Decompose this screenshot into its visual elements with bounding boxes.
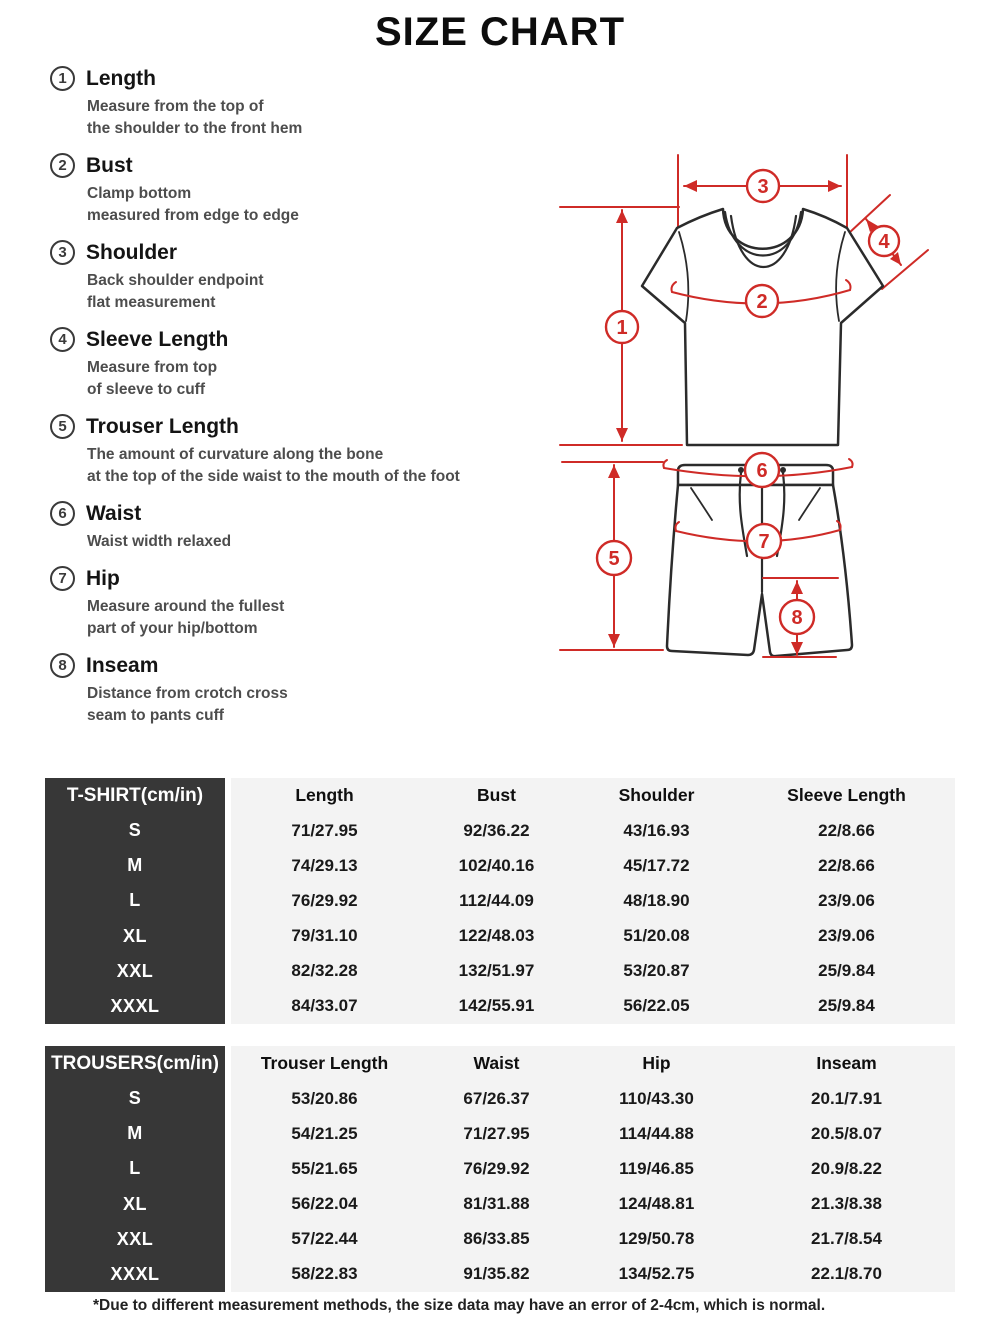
shorts-drawing	[667, 465, 852, 656]
size-label: M	[127, 855, 143, 876]
definition-inseam	[50, 653, 595, 727]
table-cell: 21.7/8.54	[811, 1229, 882, 1249]
measurement-disclaimer: *Due to different measurement methods, the size data may have an error of 2-4cm, which is normal.	[93, 1297, 826, 1314]
size-label: S	[128, 1088, 142, 1109]
table-cell: 134/52.75	[618, 1264, 695, 1284]
number-badge-1: 1	[50, 66, 75, 91]
column-header: Hip	[642, 1053, 671, 1074]
number-badge-6: 6	[50, 501, 75, 526]
table-cell: 22/8.66	[818, 855, 875, 875]
definition-description: Measure from top of sleeve to cuff	[87, 359, 218, 398]
table-cell: 84/33.07	[291, 996, 358, 1016]
size-label: XXXL	[110, 995, 160, 1016]
table-cell: 71/27.95	[291, 820, 358, 840]
column-header: Sleeve Length	[787, 785, 906, 806]
table-cell: 132/51.97	[458, 961, 535, 981]
table-cell: 53/20.86	[291, 1088, 358, 1108]
size-label: L	[129, 890, 141, 911]
garment-measurement-diagram	[540, 140, 1000, 700]
table-cell: 43/16.93	[623, 820, 690, 840]
definition-hip	[50, 566, 595, 640]
trousers-size-table	[45, 1046, 955, 1292]
table-cell: 21.3/8.38	[811, 1194, 882, 1214]
table-cell: 51/20.08	[623, 926, 690, 946]
definition-bust	[50, 153, 595, 227]
tshirt-table-title: T-SHIRT(cm/in)	[66, 784, 204, 806]
table-cell: 55/21.65	[291, 1158, 358, 1178]
definition-description: Measure from the top of the shoulder to the front hem	[87, 98, 303, 137]
number-badge-3: 3	[50, 240, 75, 265]
table-cell: 20.1/7.91	[811, 1088, 882, 1108]
table-cell: 54/21.25	[291, 1123, 358, 1143]
definition-title: Sleeve Length	[86, 327, 229, 351]
column-header: Trouser Length	[260, 1053, 389, 1074]
table-cell: 56/22.05	[623, 996, 690, 1016]
trousers-table-title: TROUSERS(cm/in)	[51, 1052, 219, 1074]
size-label: XL	[122, 1193, 147, 1214]
table-cell: 20.9/8.22	[811, 1158, 882, 1178]
table-cell: 71/27.95	[463, 1123, 530, 1143]
number-badge-7: 7	[50, 566, 75, 591]
table-cell: 76/29.92	[463, 1158, 530, 1178]
table-cell: 124/48.81	[618, 1194, 695, 1214]
definition-title: Shoulder	[86, 240, 178, 264]
table-cell: 45/17.72	[623, 855, 690, 875]
column-header: Bust	[477, 785, 516, 806]
column-header: Inseam	[816, 1053, 877, 1074]
definition-title: Trouser Length	[86, 414, 239, 438]
definition-trouser-length	[50, 414, 595, 488]
definition-title: Hip	[86, 566, 120, 590]
table-cell: 86/33.85	[463, 1229, 530, 1249]
number-badge-4: 4	[50, 327, 75, 352]
column-header: Length	[295, 785, 354, 806]
number-badge-8: 8	[50, 653, 75, 678]
definition-title: Bust	[86, 153, 133, 177]
size-label: XXL	[116, 1228, 154, 1249]
table-cell: 58/22.83	[291, 1264, 358, 1284]
table-cell: 82/32.28	[291, 961, 358, 981]
size-label: L	[129, 1158, 141, 1179]
table-cell: 92/36.22	[463, 820, 530, 840]
column-header: Waist	[473, 1053, 520, 1074]
table-cell: 119/46.85	[619, 1158, 694, 1178]
definition-sleeve-length	[50, 327, 595, 401]
diagram-badge-3-label: 3	[757, 176, 769, 198]
size-label: S	[128, 820, 142, 841]
definition-shoulder	[50, 240, 595, 314]
table-cell: 48/18.90	[623, 890, 690, 910]
definition-title: Length	[86, 66, 156, 90]
table-cell: 129/50.78	[618, 1229, 695, 1249]
diagram-badge-6-label: 6	[756, 460, 768, 482]
tshirt-size-table	[45, 778, 955, 1024]
size-label: XL	[122, 925, 147, 946]
table-cell: 25/9.84	[818, 996, 875, 1016]
column-header: Shoulder	[618, 785, 695, 806]
measurement-definitions	[50, 66, 595, 740]
diagram-badge-8-label: 8	[791, 607, 803, 629]
definition-description: Waist width relaxed	[87, 533, 232, 550]
table-cell: 23/9.06	[818, 890, 875, 910]
definition-description: The amount of curvature along the bone at the top of the side waist to the mouth of the foot	[87, 446, 460, 485]
table-cell: 81/31.88	[463, 1194, 530, 1214]
table-cell: 102/40.16	[458, 855, 535, 875]
table-cell: 23/9.06	[818, 926, 875, 946]
definition-waist	[50, 501, 595, 553]
definition-description: Distance from crotch cross seam to pants cuff	[87, 685, 288, 724]
table-cell: 74/29.13	[291, 855, 358, 875]
table-cell: 110/43.30	[619, 1088, 694, 1108]
definition-title: Waist	[86, 501, 142, 525]
definition-description: Clamp bottom measured from edge to edge	[87, 185, 299, 224]
table-cell: 20.5/8.07	[811, 1123, 882, 1143]
table-cell: 25/9.84	[818, 961, 875, 981]
size-label: XXXL	[110, 1263, 160, 1284]
definition-title: Inseam	[86, 653, 159, 677]
page-title: SIZE CHART	[375, 10, 625, 54]
table-cell: 76/29.92	[291, 890, 358, 910]
definition-length	[50, 66, 595, 140]
size-label: M	[127, 1123, 143, 1144]
table-cell: 142/55.91	[458, 996, 535, 1016]
diagram-badge-2-label: 2	[756, 291, 768, 313]
table-cell: 114/44.88	[619, 1123, 694, 1143]
table-cell: 79/31.10	[291, 926, 358, 946]
number-badge-2: 2	[50, 153, 75, 178]
number-badge-5: 5	[50, 414, 75, 439]
table-cell: 122/48.03	[458, 926, 535, 946]
table-cell: 22/8.66	[818, 820, 875, 840]
diagram-badge-5-label: 5	[608, 548, 620, 570]
table-cell: 57/22.44	[291, 1229, 358, 1249]
diagram-badge-4-label: 4	[878, 231, 890, 253]
table-cell: 56/22.04	[291, 1194, 358, 1214]
table-cell: 91/35.82	[463, 1264, 530, 1284]
definition-description: Measure around the fullest part of your hip/bottom	[87, 598, 285, 637]
tshirt-drawing	[642, 209, 883, 445]
diagram-badge-7-label: 7	[758, 531, 770, 553]
table-cell: 22.1/8.70	[811, 1264, 882, 1284]
size-label: XXL	[116, 960, 154, 981]
table-cell: 112/44.09	[459, 890, 534, 910]
definition-description: Back shoulder endpoint flat measurement	[87, 272, 264, 311]
table-cell: 67/26.37	[463, 1088, 530, 1108]
diagram-badge-1-label: 1	[616, 317, 628, 339]
table-cell: 53/20.87	[623, 961, 690, 981]
